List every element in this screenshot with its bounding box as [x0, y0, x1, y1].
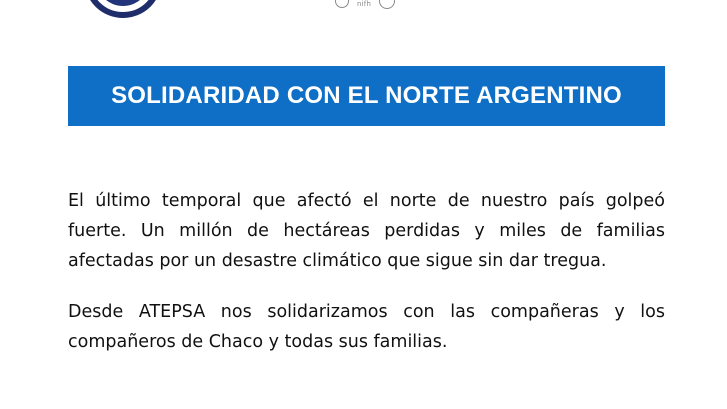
emblem-logo-icon [379, 0, 395, 9]
paragraph-1: El último temporal que afectó el norte de nuestro país golpeó fuerte. Un millón de hectáreas perdidas y miles de familias afectadas por un desastre climático que sigue sin dar tregua. [68, 191, 665, 271]
partner-logos [335, 0, 395, 8]
paragraph-2: Desde ATEPSA nos solidarizamos con las compañeras y los compañeros de Chaco y todas sus familias. [68, 302, 665, 352]
page-title: SOLIDARIDAD CON EL NORTE ARGENTINO [111, 82, 622, 109]
seal-logo-icon [84, 0, 162, 18]
partner-logo-text: nifh [357, 0, 372, 8]
globe-logo-icon [335, 0, 349, 8]
seal-logo-center [96, 0, 150, 6]
title-banner [68, 66, 665, 126]
